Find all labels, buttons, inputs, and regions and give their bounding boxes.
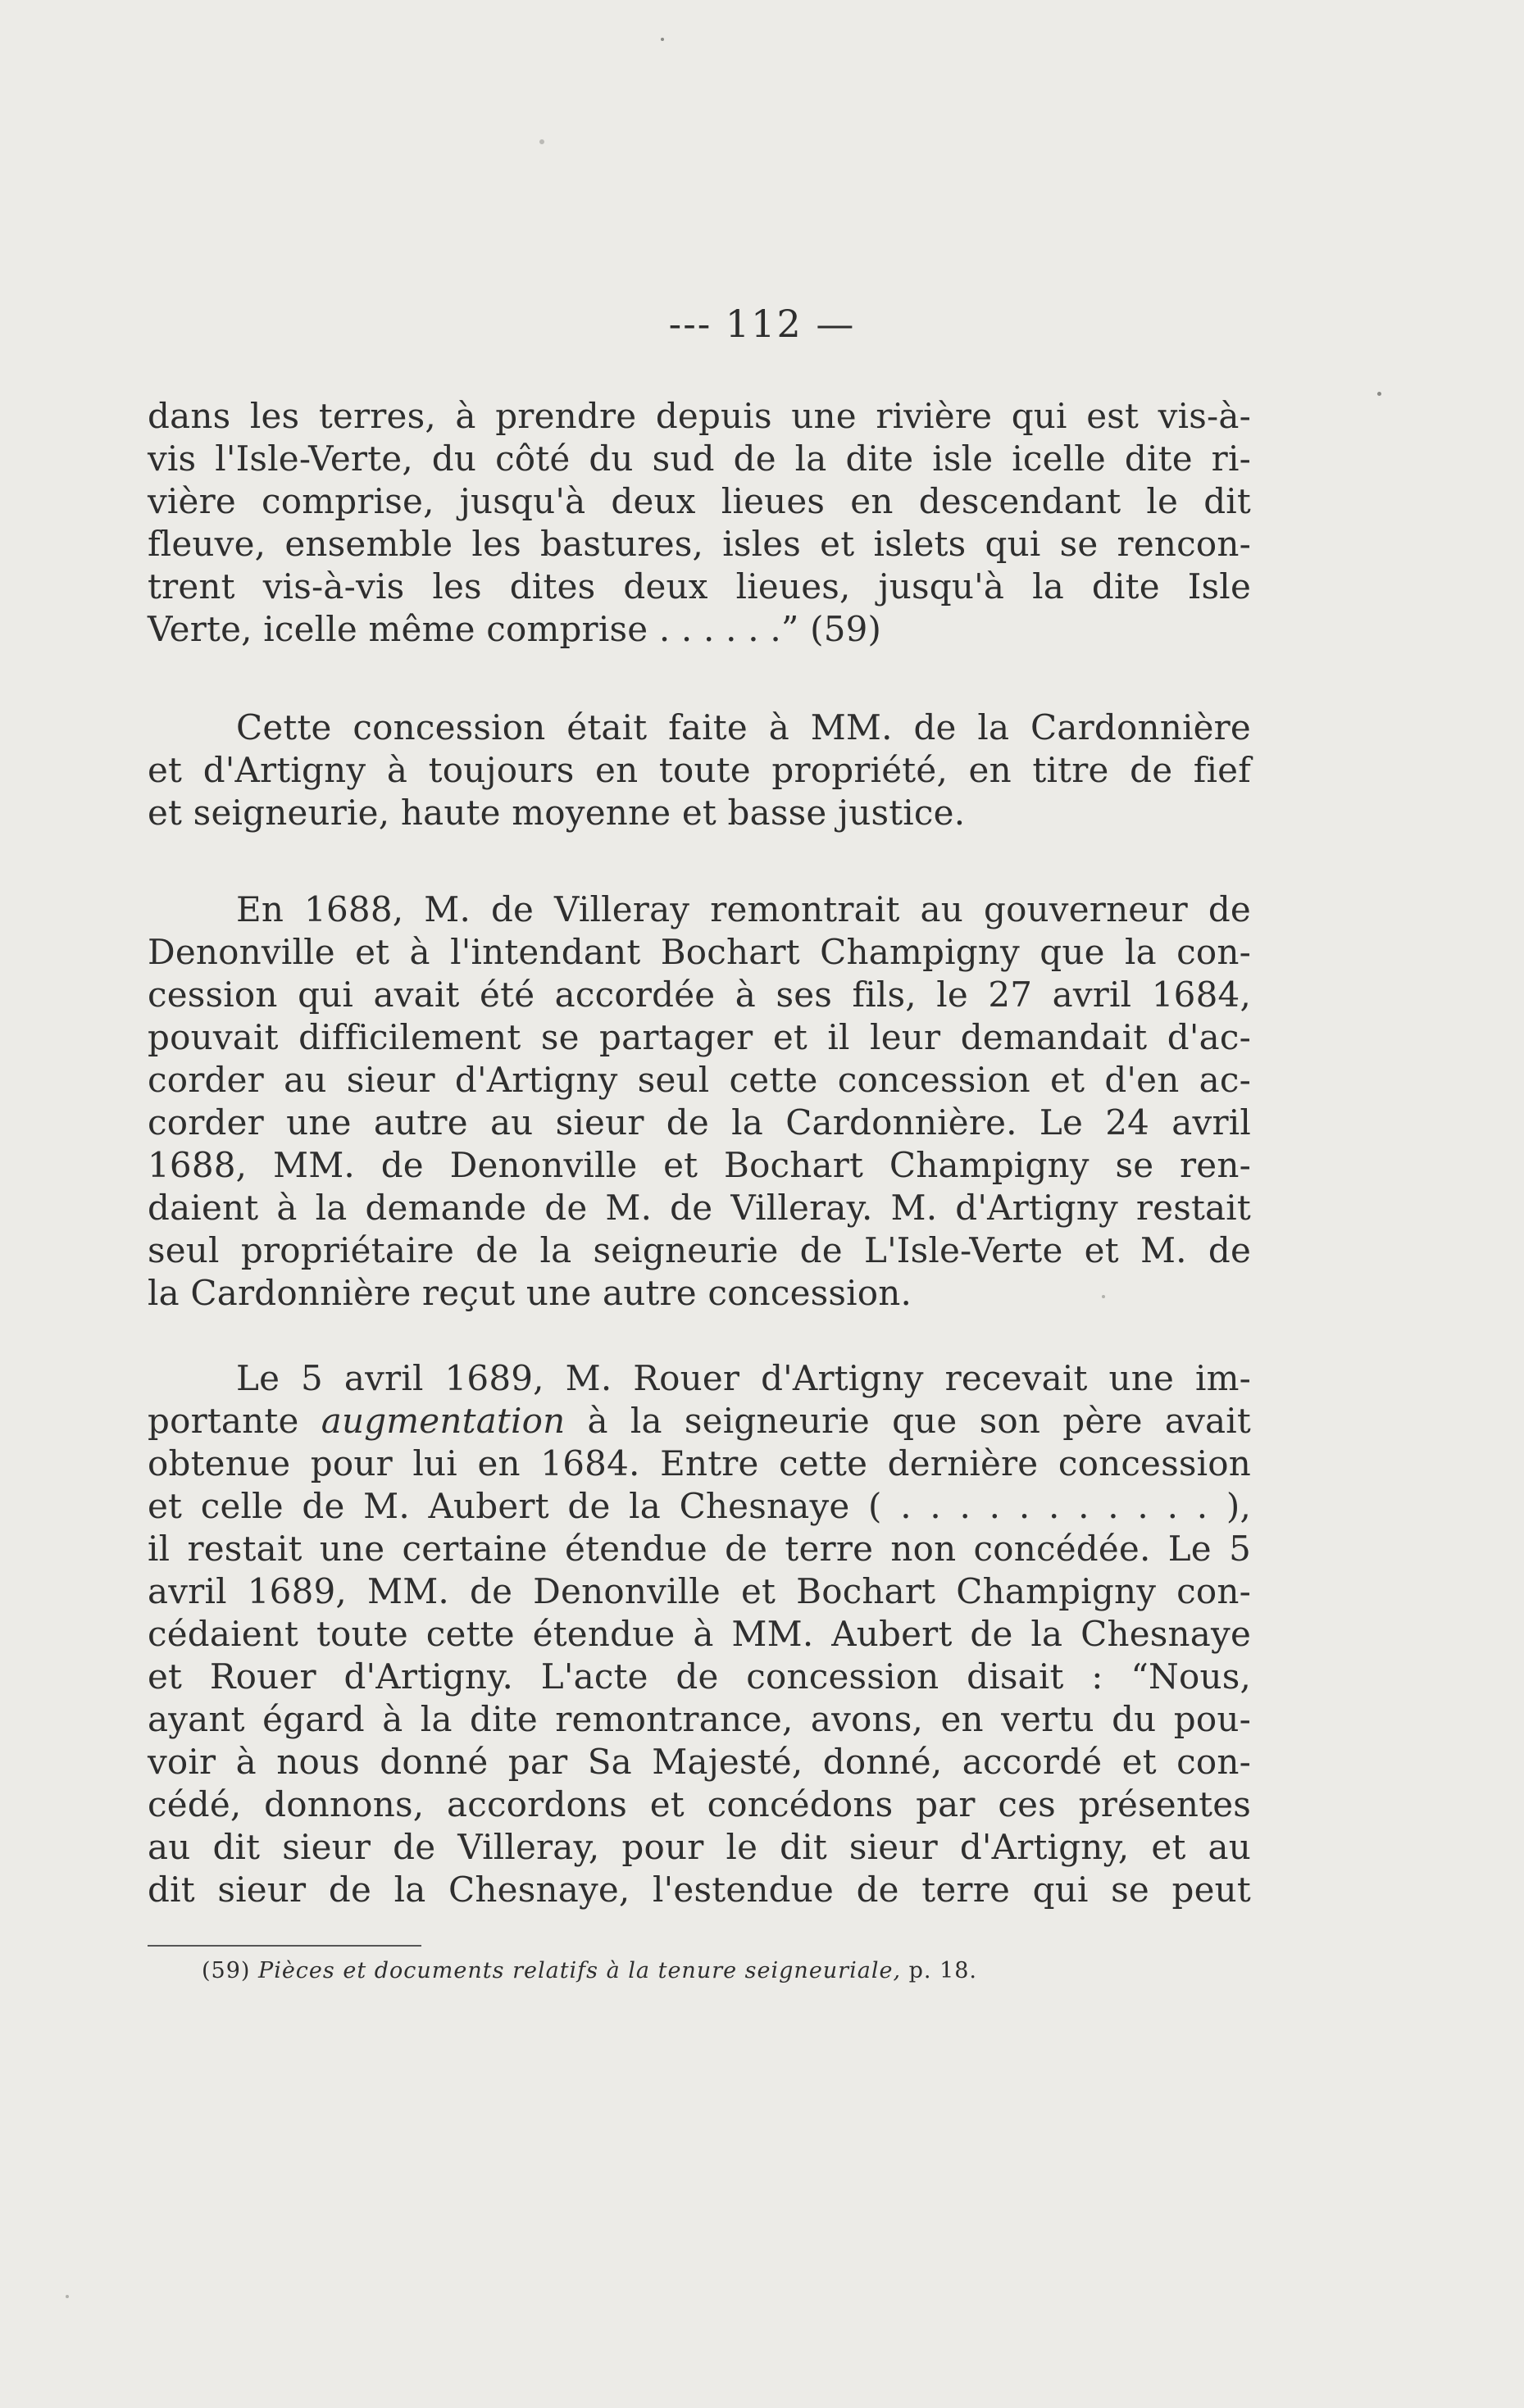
text-line: avril 1689, MM. de Denonville et Bochart Champigny con- [148,1571,1251,1611]
text-line: daient à la demande de M. de Villeray. M. d'Artigny restait [148,1188,1251,1228]
text-line: 1688, MM. de Denonville et Bochart Champigny se ren- [148,1145,1251,1185]
text-line: et seigneurie, haute moyenne et basse justice. [148,793,966,833]
text-line: En 1688, M. de Villeray remontrait au gouverneur de [236,889,1251,929]
text-line: ayant égard à la dite remontrance, avons, en vertu du pou- [148,1699,1251,1739]
text-line: Cette concession était faite à MM. de la Cardonnière [236,707,1251,747]
text-line: Le 5 avril 1689, M. Rouer d'Artigny recevait une im- [236,1358,1251,1398]
paper-speck [1102,1295,1105,1298]
text-line: voir à nous donné par Sa Majesté, donné, accordé et con- [148,1742,1251,1782]
paragraph-1 [148,395,1251,651]
text-line: il restait une certaine étendue de terre non concédée. Le 5 [148,1529,1251,1569]
text-line: corder une autre au sieur de la Cardonnière. Le 24 avril [148,1102,1251,1143]
footnote [202,1957,977,1985]
text-line: et celle de M. Aubert de la Chesnaye ( . . . . . . . . . . . ), [148,1486,1251,1526]
text-line [148,1400,1251,1443]
text-line: obtenue pour lui en 1684. Entre cette dernière concession [148,1443,1251,1483]
text-line: cédé, donnons, accordons et concédons par ces présentes [148,1784,1251,1824]
text-line: corder au sieur d'Artigny seul cette concession et d'en ac- [148,1060,1251,1100]
footnote-divider [148,1945,421,1947]
text-line: vière comprise, jusqu'à deux lieues en descendant le dit [148,481,1251,521]
text-line: pouvait difficilement se partager et il leur demandait d'ac- [148,1017,1251,1057]
paper-speck [66,2295,69,2298]
paragraph-3 [148,888,1251,1315]
text-line: trent vis-à-vis les dites deux lieues, jusqu'à la dite Isle [148,566,1251,607]
paragraph-2 [148,706,1251,834]
text-line: seul propriétaire de la seigneurie de L'Isle-Verte et M. de [148,1230,1251,1270]
paragraph-4 [148,1357,1251,1911]
text-line: vis l'Isle-Verte, du côté du sud de la dite isle icelle dite ri- [148,438,1251,479]
text-run: portante [148,1401,299,1441]
text-line: Verte, icelle même comprise . . . . . .” (59) [148,609,882,649]
italic-term: augmentation [321,1401,566,1441]
text-line: la Cardonnière reçut une autre concession. [148,1273,912,1313]
text-line: dit sieur de la Chesnaye, l'estendue de terre qui se peut [148,1870,1251,1910]
text-line: et d'Artigny à toujours en toute propriété, en titre de fief [148,750,1251,790]
footnote-page: p. 18. [908,1958,978,1983]
page-number: --- 112 — [668,302,856,346]
text-line: Denonville et à l'intendant Bochart Champigny que la con- [148,932,1251,972]
text-line: cédaient toute cette étendue à MM. Aubert de la Chesnaye [148,1614,1251,1654]
text-line: dans les terres, à prendre depuis une rivière qui est vis-à- [148,396,1251,436]
paper-speck [1377,392,1381,396]
footnote-source: Pièces et documents relatifs à la tenure seigneuriale, [258,1958,902,1983]
text-line: au dit sieur de Villeray, pour le dit sieur d'Artigny, et au [148,1827,1251,1867]
text-line: et Rouer d'Artigny. L'acte de concession disait : “Nous, [148,1656,1251,1697]
text-line: fleuve, ensemble les bastures, isles et islets qui se rencon- [148,524,1251,564]
paper-speck [539,139,544,144]
paper-speck [661,38,664,41]
footnote-marker: (59) [202,1958,251,1983]
text-run: à la seigneurie que son père avait [587,1401,1251,1441]
text-line: cession qui avait été accordée à ses fils, le 27 avril 1684, [148,975,1251,1015]
